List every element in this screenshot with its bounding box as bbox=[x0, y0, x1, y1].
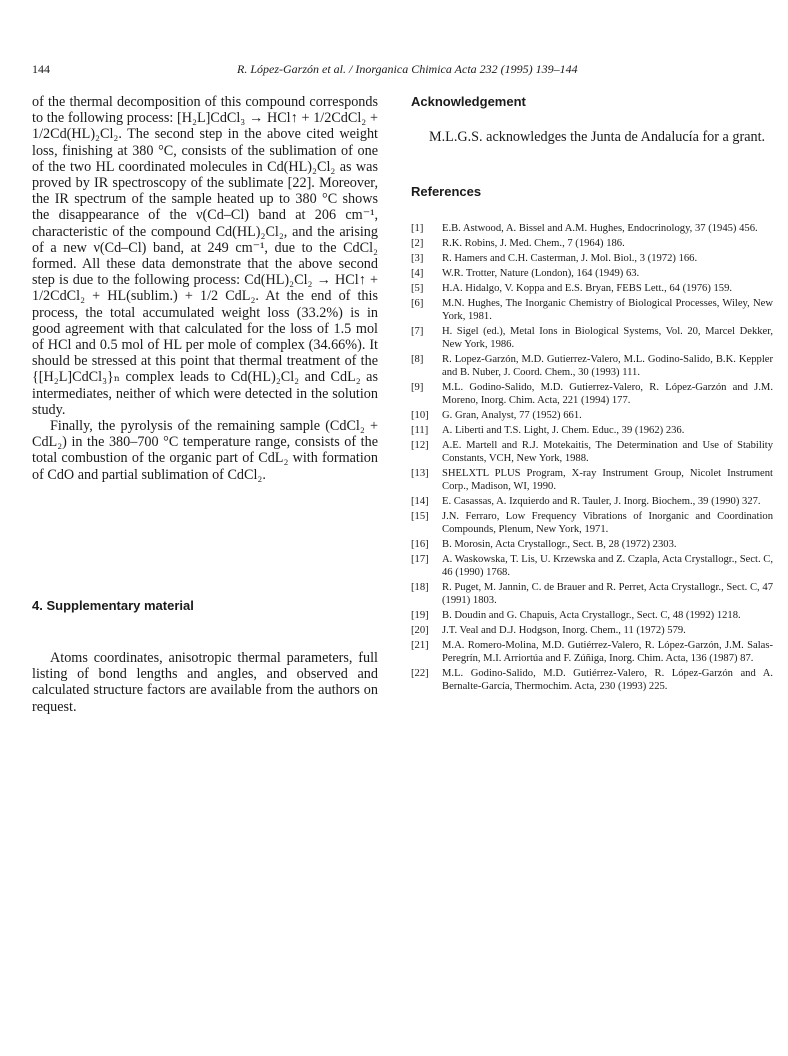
left-column bbox=[32, 94, 378, 483]
acknowledgement-text: M.L.G.S. acknowledges the Junta de Andalucía for a grant. bbox=[429, 129, 766, 145]
reference-text: B. Morosin, Acta Crystallogr., Sect. B, 28 (1972) 2303. bbox=[442, 538, 677, 550]
page-header bbox=[32, 60, 766, 80]
reference-item bbox=[411, 381, 773, 407]
reference-item bbox=[411, 297, 773, 323]
reference-item bbox=[411, 353, 773, 379]
reference-text: J.N. Ferraro, Low Frequency Vibrations of Inorganic and Coordination Compounds, Plenum, New York, 1971. bbox=[442, 510, 773, 535]
reference-item bbox=[411, 439, 773, 465]
reference-number: [3] bbox=[411, 252, 424, 264]
reference-text: M.A. Romero-Molina, M.D. Gutiérrez-Valero, R. López-Garzón, J.M. Salas-Peregrín, M.I. Arriortúa and F. Zúñiga, Inorg. Chim. Acta, 136 (1987) 87. bbox=[442, 639, 773, 664]
reference-text: R. Puget, M. Jannin, C. de Brauer and R. Perret, Acta Crystallogr., Sect. C, 47 (1991) 1803. bbox=[442, 581, 773, 606]
reference-number: [5] bbox=[411, 282, 424, 294]
reference-item bbox=[411, 222, 773, 235]
acknowledgement-heading: Acknowledgement bbox=[411, 94, 526, 109]
reference-item bbox=[411, 510, 773, 536]
reference-item bbox=[411, 424, 773, 437]
reference-number: [17] bbox=[411, 553, 429, 565]
reference-text: J.T. Veal and D.J. Hodgson, Inorg. Chem., 11 (1972) 579. bbox=[442, 624, 686, 636]
reference-number: [11] bbox=[411, 424, 429, 436]
reference-list bbox=[411, 222, 773, 693]
reference-text: A. Waskowska, T. Lis, U. Krzewska and Z. Czapla, Acta Crystallogr., Sect. C, 46 (1990) 1768. bbox=[442, 553, 773, 578]
reference-text: B. Doudin and G. Chapuis, Acta Crystallogr., Sect. C, 48 (1992) 1218. bbox=[442, 609, 741, 621]
reference-number: [2] bbox=[411, 237, 424, 249]
reference-number: [22] bbox=[411, 667, 429, 679]
running-head: R. López-Garzón et al. / Inorganica Chimica Acta 232 (1995) 139–144 bbox=[237, 62, 578, 76]
reference-number: [21] bbox=[411, 639, 429, 651]
reference-item bbox=[411, 252, 773, 265]
reference-text: E. Casassas, A. Izquierdo and R. Tauler, J. Inorg. Biochem., 39 (1990) 327. bbox=[442, 495, 761, 507]
reference-number: [18] bbox=[411, 581, 429, 593]
reference-number: [19] bbox=[411, 609, 429, 621]
reference-number: [7] bbox=[411, 325, 424, 337]
reference-item bbox=[411, 267, 773, 280]
reference-text: H. Sigel (ed.), Metal Ions in Biological Systems, Vol. 20, Marcel Dekker, New York, 1986. bbox=[442, 325, 773, 350]
reference-number: [10] bbox=[411, 409, 429, 421]
reference-text: R. Hamers and C.H. Casterman, J. Mol. Biol., 3 (1972) 166. bbox=[442, 252, 698, 264]
reference-number: [14] bbox=[411, 495, 429, 507]
reference-number: [1] bbox=[411, 222, 424, 234]
reference-number: [6] bbox=[411, 297, 424, 309]
reference-number: [20] bbox=[411, 624, 429, 636]
reference-number: [9] bbox=[411, 381, 424, 393]
reference-text: A.E. Martell and R.J. Motekaitis, The Determination and Use of Stability Constants, VCH, New York, 1988. bbox=[442, 439, 773, 464]
supplementary-text: Atoms coordinates, anisotropic thermal parameters, full listing of bond lengths and angles, and observed and calculated structure factors are available from the authors on request. bbox=[32, 650, 378, 715]
reference-item bbox=[411, 237, 773, 250]
reference-item bbox=[411, 624, 773, 637]
reference-text: M.L. Godino-Salido, M.D. Gutierrez-Valero, R. López-Garzón and J.M. Moreno, Inorg. Chim. Acta, 221 (1994) 177. bbox=[442, 381, 773, 406]
reference-text: E.B. Astwood, A. Bissel and A.M. Hughes, Endocrinology, 37 (1945) 456. bbox=[442, 222, 758, 234]
reference-text: W.R. Trotter, Nature (London), 164 (1949) 63. bbox=[442, 267, 640, 279]
supplementary-heading: 4. Supplementary material bbox=[32, 598, 194, 613]
reference-number: [15] bbox=[411, 510, 429, 522]
reference-text: R. Lopez-Garzón, M.D. Gutierrez-Valero, M.L. Godino-Salido, B.K. Keppler and B. Nuber, J. Coord. Chem., 30 (1993) 111. bbox=[442, 353, 773, 378]
references-heading: References bbox=[411, 183, 482, 199]
reference-text: H.A. Hidalgo, V. Koppa and E.S. Bryan, FEBS Lett., 64 (1976) 159. bbox=[442, 282, 733, 294]
reference-text: A. Liberti and T.S. Light, J. Chem. Educ., 39 (1962) 236. bbox=[442, 424, 685, 436]
reference-item bbox=[411, 409, 773, 422]
reference-text: R.K. Robins, J. Med. Chem., 7 (1964) 186. bbox=[442, 237, 625, 249]
reference-item bbox=[411, 538, 773, 551]
reference-item bbox=[411, 325, 773, 351]
reference-number: [13] bbox=[411, 467, 429, 479]
reference-item bbox=[411, 282, 773, 295]
right-column bbox=[411, 94, 773, 695]
reference-item bbox=[411, 639, 773, 665]
reference-item bbox=[411, 467, 773, 493]
body-paragraph-1: of the thermal decomposition of this compound corresponds to the following process: [H₂L]CdCl₃ → HCl↑ + 1/2CdCl₂ + 1/2Cd(HL)₂Cl₂. The second step in the above cited weight loss, finishing at 380 °C, consists of the sublimation of one of the two HL coordinated molecules in Cd(HL)₂Cl₂ as was proved by IR spectroscopy of the sublimate [22]. Moreover, the IR spectrum of the sample heated up to 380 °C shows the disappearance of the ν(Cd–Cl) band at 206 cm⁻¹, characteristic of the compound Cd(HL)₂Cl₂, and the arising of a new ν(Cd–Cl) band, at 249 cm⁻¹, due to the CdCl₂ formed. All these data demonstrate that the above second step is due to the following process: Cd(HL)₂Cl₂ → HCl↑ + 1/2CdCl₂ + HL(sublim.) + 1/2 CdL₂. At the end of this process, the total accumulated weight loss (33.2%) is in good agreement with that calculated for the loss of 1.5 mol of HCl and 0.5 mol of HL per mole of complex (34.66%). It should be stressed at this point that thermal treatment of the {[H₂L]CdCl₃}ₙ complex leads to Cd(HL)₂Cl₂ and CdL₂ as intermediates, neither of which were detected in the solution study. bbox=[32, 94, 378, 418]
reference-number: [4] bbox=[411, 267, 424, 279]
supplementary-section bbox=[32, 650, 378, 715]
reference-item bbox=[411, 609, 773, 622]
reference-number: [16] bbox=[411, 538, 429, 550]
body-paragraph-2: Finally, the pyrolysis of the remaining sample (CdCl₂ + CdL₂) in the 380–700 °C temperature range, consists of the total combustion of the organic part of CdL₂ with formation of CdO and partial sublimation of CdCl₂. bbox=[32, 418, 378, 483]
reference-item bbox=[411, 667, 773, 693]
reference-item bbox=[411, 581, 773, 607]
reference-item bbox=[411, 553, 773, 579]
reference-text: SHELXTL PLUS Program, X-ray Instrument Group, Nicolet Instrument Corp., Madison, WI, 1990. bbox=[442, 467, 773, 492]
page-number: 144 bbox=[32, 62, 50, 76]
reference-text: M.L. Godino-Salido, M.D. Gutiérrez-Valero, R. López-Garzón and A. Bernalte-García, Thermochim. Acta, 230 (1993) 225. bbox=[442, 667, 773, 692]
reference-text: M.N. Hughes, The Inorganic Chemistry of Biological Processes, Wiley, New York, 1981. bbox=[442, 297, 773, 322]
reference-number: [8] bbox=[411, 353, 424, 365]
reference-text: G. Gran, Analyst, 77 (1952) 661. bbox=[442, 409, 582, 421]
reference-item bbox=[411, 495, 773, 508]
reference-number: [12] bbox=[411, 439, 429, 451]
